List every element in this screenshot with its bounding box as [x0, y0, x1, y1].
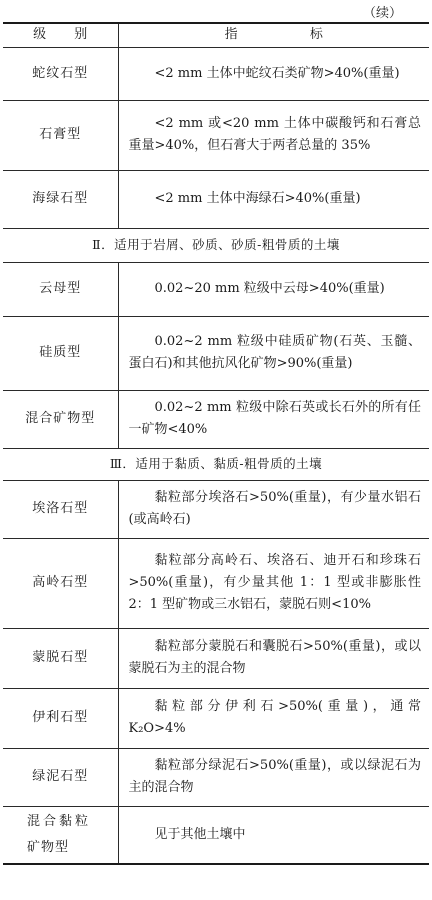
table-row	[3, 538, 429, 628]
row-indicator: 黏粒部分高岭石、埃洛石、迪开石和珍珠石>50%(重量)，有少量其他 1：1 型或非膨胀性 2：1 型矿物或三水铝石，蒙脱石则<10%	[118, 538, 429, 628]
row-level	[3, 806, 118, 864]
row-level: 云母型	[3, 262, 118, 316]
header-level: 级 别	[3, 23, 118, 47]
section-heading: Ⅱ．适用于岩屑、砂质、砂质-粗骨质的土壤	[3, 228, 429, 262]
row-indicator: 黏粒部分绿泥石>50%(重量)，或以绿泥石为主的混合物	[118, 748, 429, 806]
table-row	[3, 628, 429, 688]
table-row	[3, 47, 429, 100]
section-heading: Ⅲ．适用于黏质、黏质-粗骨质的土壤	[3, 448, 429, 480]
table-row	[3, 480, 429, 538]
section-row	[3, 448, 429, 480]
row-level-line1: 混合黏粒	[27, 813, 92, 829]
row-level: 蛇纹石型	[3, 47, 118, 100]
row-indicator: <2 mm 或<20 mm 土体中碳酸钙和石膏总重量>40%，但石膏大于两者总量的 35%	[118, 100, 429, 170]
table-row	[3, 806, 429, 864]
header-indicator-a: 指	[224, 27, 238, 43]
header-indicator-b: 标	[309, 27, 323, 43]
row-level: 高岭石型	[3, 538, 118, 628]
row-indicator: 0.02~2 mm 粒级中硅质矿物(石英、玉髓、蛋白石)和其他抗风化矿物>90%(重量)	[118, 316, 429, 390]
table-row	[3, 100, 429, 170]
row-indicator: 见于其他土壤中	[118, 806, 429, 864]
mineralogy-class-table	[3, 22, 429, 865]
row-level: 混合矿物型	[3, 390, 118, 448]
table-row	[3, 262, 429, 316]
table-row	[3, 170, 429, 228]
row-level: 蒙脱石型	[3, 628, 118, 688]
row-indicator: 黏粒部分伊利石>50%(重量)，通常 K₂O>4%	[118, 688, 429, 748]
row-level: 海绿石型	[3, 170, 118, 228]
table-header-row	[3, 23, 429, 47]
row-level: 硅质型	[3, 316, 118, 390]
row-level-line2: 矿物型	[27, 839, 70, 855]
table-row	[3, 748, 429, 806]
table-row	[3, 688, 429, 748]
row-indicator: <2 mm 土体中蛇纹石类矿物>40%(重量)	[118, 47, 429, 100]
row-indicator: 黏粒部分蒙脱石和囊脱石>50%(重量)，或以蒙脱石为主的混合物	[118, 628, 429, 688]
row-indicator: <2 mm 土体中海绿石>40%(重量)	[118, 170, 429, 228]
row-level: 埃洛石型	[3, 480, 118, 538]
table-row	[3, 390, 429, 448]
continued-label: （续）	[362, 6, 402, 21]
row-level: 石膏型	[3, 100, 118, 170]
row-indicator: 0.02~2 mm 粒级中除石英或长石外的所有任一矿物<40%	[118, 390, 429, 448]
row-indicator: 0.02~20 mm 粒级中云母>40%(重量)	[118, 262, 429, 316]
section-row	[3, 228, 429, 262]
header-indicator	[118, 23, 429, 47]
row-level: 绿泥石型	[3, 748, 118, 806]
table-row	[3, 316, 429, 390]
row-level: 伊利石型	[3, 688, 118, 748]
row-indicator: 黏粒部分埃洛石>50%(重量)，有少量水铝石(或高岭石)	[118, 480, 429, 538]
